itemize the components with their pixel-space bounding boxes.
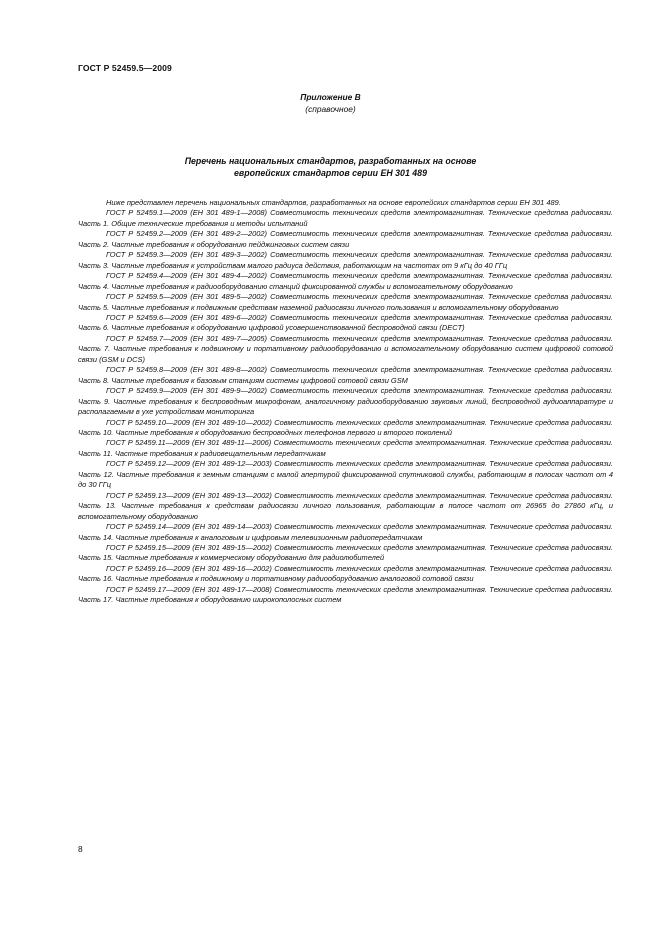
standard-entry: ГОСТ Р 52459.5—2009 (ЕН 301 489-5—2002) Совместимость технических средств электромагнитная. Технические средства радиосвязи. Часть 5. Частные требования к подвижным средствам наземной радиосвязи личного пользования и вспомогательному оборудованию [78, 292, 613, 312]
standard-entry: ГОСТ Р 52459.7—2009 (ЕН 301 489-7—2005) Совместимость технических средств электромагнитная. Технические средства радиосвязи. Часть 7. Частные требования к подвижному и портативному радиооборудованию и вспомогательному оборудованию систем цифровой сотовой связи (GSM и DCS) [78, 333, 613, 364]
section-title-line-1: Перечень национальных стандартов, разработанных на основе [184, 156, 477, 166]
page-number: 8 [78, 844, 83, 854]
standard-entry: ГОСТ Р 52459.8—2009 (ЕН 301 489-8—2002) Совместимость технических средств электромагнитная. Технические средства радиосвязи. Часть 8. Частные требования к базовым станциям системы цифровой сотовой связи GSM [78, 365, 613, 385]
standard-entry: ГОСТ Р 52459.11—2009 (ЕН 301 489-11—2006) Совместимость технических средств электромагнитная. Технические средства радиосвязи. Часть 11. Частные требования к радиовещательным передатчикам [78, 438, 613, 458]
standard-entry: ГОСТ Р 52459.6—2009 (ЕН 301 489-6—2002) Совместимость технических средств электромагнитная. Технические средства радиосвязи. Часть 6. Частные требования к оборудованию цифровой усовершенствованной беспроводной связи (DECT) [78, 312, 613, 333]
intro-paragraph: Ниже представлен перечень национальных стандартов, разработанных на основе европейских стандартов серии ЕН 301 489. [106, 198, 561, 207]
standard-entry: ГОСТ Р 52459.4—2009 (ЕН 301 489-4—2002) Совместимость технических средств электромагнитная. Технические средства радиосвязи. Часть 4. Частные требования к радиооборудованию станций фиксированной службы и вспомогательному оборудованию [78, 271, 613, 291]
standard-entry: ГОСТ Р 52459.10—2009 (ЕН 301 489-10—2002) Совместимость технических средств электромагнитная. Технические средства радиосвязи. Часть 10. Частные требования к оборудованию беспроводных телефонов первого и второго поколений [78, 417, 613, 437]
annex-heading [0, 91, 661, 115]
section-title [0, 155, 661, 179]
standard-entry: ГОСТ Р 52459.9—2009 (ЕН 301 489-9—2002) Совместимость технических средств электромагнитная. Технические средства радиосвязи. Часть 9. Частные требования к беспроводным микрофонам, аналогичному радиооборудованию звуковых линий, беспроводной аудиоаппаратуре и располагаемым в ухе устройствам мониторинга [78, 386, 613, 417]
section-title-line-2: европейских стандартов серии ЕН 301 489 [234, 168, 427, 178]
document-header-id: ГОСТ Р 52459.5—2009 [78, 63, 172, 73]
standard-entry: ГОСТ Р 52459.17—2009 (ЕН 301 489-17—2008) Совместимость технических средств электромагнитная. Технические средства радиосвязи. Часть 17. Частные требования к оборудованию широкополосных систем [78, 584, 613, 605]
standard-entry: ГОСТ Р 52459.16—2009 (ЕН 301 489-16—2002) Совместимость технических средств электромагнитная. Технические средства радиосвязи. Часть 16. Частные требования к подвижному и портативному радиооборудованию аналоговой сотовой связи [78, 563, 613, 584]
standard-entry: ГОСТ Р 52459.12—2009 (ЕН 301 489-12—2003) Совместимость технических средств электромагнитная. Технические средства радиосвязи. Часть 12. Частные требования к земным станциям с малой апертурой фиксированной спутниковой службы, работающим в полосах частот от 4 до 30 ГГц [78, 459, 613, 490]
standard-entry: ГОСТ Р 52459.3—2009 (ЕН 301 489-3—2002) Совместимость технических средств электромагнитная. Технические средства радиосвязи. Часть 3. Частные требования к устройствам малого радиуса действия, работающим на частотах от 9 кГц до 40 ГГц [78, 250, 613, 270]
standards-list [78, 198, 613, 606]
standard-entry: ГОСТ Р 52459.13—2009 (ЕН 301 489-13—2002) Совместимость технических средств электромагнитная. Технические средства радиосвязи. Часть 13. Частные требования к средствам радиосвязи личного пользования, работающим в полосе частот от 26965 до 27860 кГц, и вспомогательному оборудованию [78, 490, 613, 521]
annex-subtitle: (справочное) [305, 104, 356, 114]
standard-entry: ГОСТ Р 52459.1—2009 (ЕН 301 489-1—2008) Совместимость технических средств электромагнитная. Технические средства радиосвязи. Часть 1. Общие технические требования и методы испытаний [78, 208, 613, 228]
standard-entry: ГОСТ Р 52459.14—2009 (ЕН 301 489-14—2003) Совместимость технических средств электромагнитная. Технические средства радиосвязи. Часть 14. Частные требования к аналоговым и цифровым телевизионным радиопередатчикам [78, 522, 613, 542]
standard-entry: ГОСТ Р 52459.2—2009 (ЕН 301 489-2—2002) Совместимость технических средств электромагнитная. Технические средства радиосвязи. Часть 2. Частные требования к оборудованию пейджинговых систем связи [78, 229, 613, 249]
standard-entry: ГОСТ Р 52459.15—2009 (ЕН 301 489-15—2002) Совместимость технических средств электромагнитная. Технические средства радиосвязи. Часть 15. Частные требования к коммерческому оборудованию для радиолюбителей [78, 542, 613, 563]
annex-title: Приложение В [300, 92, 361, 102]
